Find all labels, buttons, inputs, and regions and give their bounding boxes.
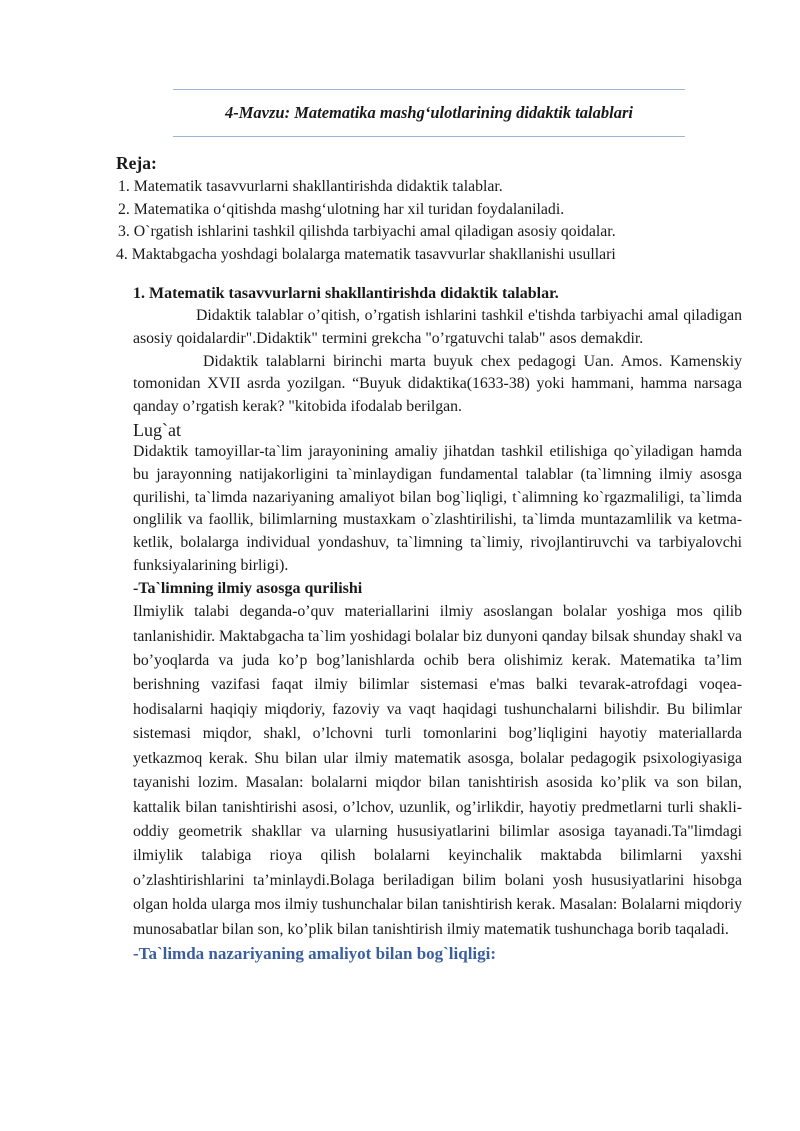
paragraph: Didaktik tamoyillar-ta`lim jarayonining amaliy jihatdan tashkil etilishiga qo`yiladigan hamda bu jarayonning natijakorligini ta`minlaydigan fundamental talablar (ta`limning ilmiy asosga qurilishi, ta`limda nazariyaning amaliyot bilan bog`liqligi, t`alimning ko`rgazmaliligi, ta`limda onglilik va faollik, bilimlarning mustaxkam o`zlashtirilishi, ta`limda muntazamlilik va ketma-ketlik, bolalarga individual yondashuv, ta`limning ta`limiy, rivojlantiruvchi va tarbiyalovchi funksiyalarining birligi). (133, 442, 742, 574)
glossary-label: Lug`at (133, 419, 181, 440)
plan-item: 3. O`rgatish ishlarini tashkil qilishda tarbiyachi amal qiladigan asosiy qoidalar. (118, 223, 616, 240)
page-title: 4-Mavzu: Matematika mashg‘ulotlarining didaktik talablari (225, 103, 633, 122)
plan-item: 1. Matematik tasavvurlarni shakllantirishda didaktik talablar. (118, 178, 503, 195)
title-bottom-rule (173, 136, 685, 137)
section-body (133, 282, 742, 966)
paragraph: Didaktik talablar o’qitish, o’rgatish ishlarini tashkil e'tishda tarbiyachi amal qiladigan asosiy qoidalardir".Didaktik" termini grekcha "o’rgatuvchi talab" asos demakdir. (133, 307, 742, 347)
section-heading: 1. Matematik tasavvurlarni shakllantirishda didaktik talablar. (133, 285, 559, 302)
plan-list (116, 176, 756, 266)
plan-item: 4. Maktabgacha yoshdagi bolalarga matematik tasavvurlar shakllanishi usullari (116, 245, 616, 263)
subheading: -Ta`limda nazariyaning amaliyot bilan bog`liqligi: (133, 943, 497, 963)
title-top-rule (173, 89, 685, 90)
plan-heading: Reja: (116, 153, 157, 173)
paragraph: Didaktik talablarni birinchi marta buyuk chex pedagogi Uan. Amos. Kamenskiy tomonidan XVII asrda yozilgan. “Buyuk didaktika(1633-38) yoki hammani, hamma narsaga qanday o’rgatish kerak? "kitobida ifodalab berilgan. (133, 352, 742, 416)
plan-item: 2. Matematika o‘qitishda mashg‘ulotning har xil turidan foydalaniladi. (118, 200, 565, 218)
subheading: -Ta`limning ilmiy asosga qurilishi (133, 579, 363, 597)
paragraph: Ilmiylik talabi deganda-o’quv materiallarini ilmiy asoslangan bolalar yoshiga mos qilib tanlanishidir. Maktabgacha ta`lim yoshidagi bolalar biz dunyoni qanday bilsak shunday shakl va bo’yoqlarda va juda ko’p bog’lanishlarda ochib bera olishimiz kerak. Matematika ta’lim berishning vazifasi faqat ilmiy bilimlar sistemasi e'mas balki tevarak-atrofdagi voqea-hodisalarni haqiqiy miqdoriy, fazoviy va vaqt haqidagi tushunchalarni bilishdir. Bu bilimlar sistemasi miqdor, shakl, o’lchovni turli tomonlarini bog’liqligini hayotiy materiallarda yetkazmoq kerak. Shu bilan ular ilmiy matematik asosga, bolalar pedagogik psixologiyasiga tayanishi lozim. Masalan: bolalarni miqdor bilan tanishtirish asosida ko’plik va son bilan, kattalik bilan tanishtirishi asosi, o’lchov, uzunlik, og’irlikdir, hayotiy predmetlarni turli shakli-oddiy geometrik shakllar va ularning hususiyatlarini bilimlar asosiga tayanadi.Ta"limdagi ilmiylik talabiga rioya qilish bolalarni keyinchalik maktabda bilimlarni yaxshi o’zlashtirishlarini ta’minlaydi.Bolaga beriladigan bilim bolani yosh hususiyatlarini hisobga olgan holda ularga mos ilmiy tushunchalar bilan tanishtirish kerak. Masalan: Bolalarni miqdoriy munosabatlar bilan son, ko’plik bilan tanishtirish ilmiy matematik tushunchaga borib taqaladi. (133, 603, 742, 938)
